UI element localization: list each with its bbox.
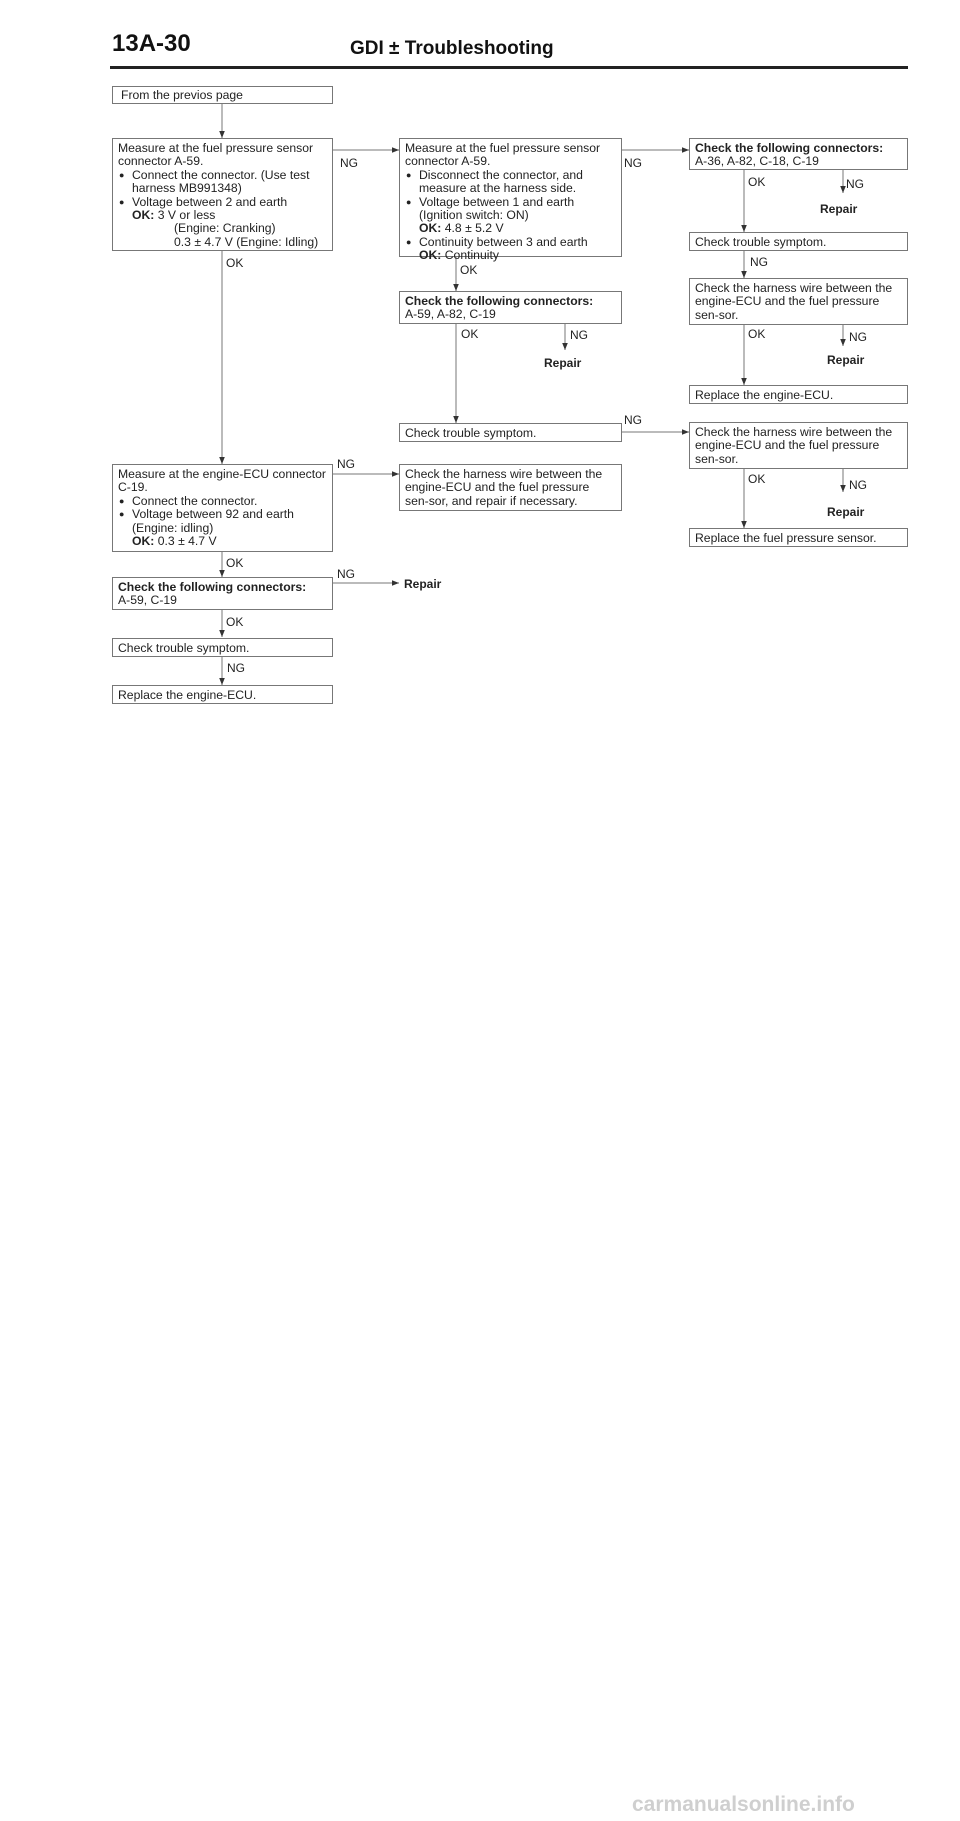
ng-label-col2-trouble: NG (624, 413, 642, 427)
ok-label-col1-conn: OK (226, 615, 244, 629)
col1-trouble-symptom-box: Check trouble symptom. (112, 638, 333, 657)
ok-label-col1-ecu: OK (226, 556, 244, 570)
ok-label-col2: OK (460, 263, 478, 277)
watermark: carmanualsonline.info (632, 1793, 855, 1816)
repair-col3-harness: Repair (827, 353, 865, 367)
ng-label-col3-trouble: NG (750, 255, 768, 269)
col1-replace-ecu-box: Replace the engine-ECU. (112, 685, 333, 704)
ng-label-col3-harness2: NG (849, 478, 867, 492)
col1-connectors-box: Check the following connectors: A-59, C-19 (112, 577, 333, 610)
col2-measure-sensor-box: Measure at the fuel pressure sensor connector A-59. ● Disconnect the connector, and measure at the harness side. ● Voltage between 1 and earth (Ignition switch: ON) OK: 4.8 ± 5.2 V ● Continuity between 3 and earth OK: Continuity (399, 138, 622, 257)
col3-connectors-box: Check the following connectors: A-36, A-82, C-18, C-19 (689, 138, 908, 170)
col3-replace-sensor-box: Replace the fuel pressure sensor. (689, 528, 908, 547)
ok-label-col3-harness: OK (748, 327, 766, 341)
col3-trouble-symptom-box: Check trouble symptom. (689, 232, 908, 251)
ok-label-col3-conn: OK (748, 175, 766, 189)
col1-measure-sensor-box: Measure at the fuel pressure sensor connector A-59. ● Connect the connector. (Use test harness MB991348) ● Voltage between 2 and earth OK: 3 V or less (Engine: Cranking) 0.3 ± 4.7 V (Engine: Idling) (112, 138, 333, 251)
ok-label-col3-harness2: OK (748, 472, 766, 486)
ng-label-col2-conn: NG (570, 328, 588, 342)
ng-label-col3-harness: NG (849, 330, 867, 344)
col2-connectors-box: Check the following connectors: A-59, A-82, C-19 (399, 291, 622, 324)
ng-label-col1-trouble: NG (227, 661, 245, 675)
repair-col2-conn: Repair (544, 356, 582, 370)
ng-label-col1-conn: NG (337, 567, 355, 581)
page-title: GDI ± Troubleshooting (350, 38, 554, 59)
col3-harness-check-box-2: Check the harness wire between the engine-ECU and the fuel pressure sen-sor. (689, 422, 908, 469)
col1-measure-ecu-box: Measure at the engine-ECU connector C-19. ● Connect the connector. ● Voltage between 92 and earth (Engine: idling) OK: 0.3 ± 4.7 V (112, 464, 333, 552)
col2-harness-repair-box: Check the harness wire between the engine-ECU and the fuel pressure sen-sor, and repair if necessary. (399, 464, 622, 511)
ng-label-col1: NG (340, 156, 358, 170)
ok-label-col1: OK (226, 256, 244, 270)
ng-label-col2: NG (624, 156, 642, 170)
col3-harness-check-box: Check the harness wire between the engine-ECU and the fuel pressure sen-sor. (689, 278, 908, 325)
page-number: 13A-30 (112, 30, 191, 57)
ok-label-col2-conn: OK (461, 327, 479, 341)
repair-col1-conn: Repair (404, 577, 442, 591)
col2-trouble-symptom-box: Check trouble symptom. (399, 423, 622, 442)
repair-col3-harness2: Repair (827, 505, 865, 519)
from-previous-page-box: From the previos page (112, 86, 333, 104)
col3-replace-ecu-box: Replace the engine-ECU. (689, 385, 908, 404)
repair-col3-conn: Repair (820, 202, 858, 216)
ng-label-col3-conn: NG (846, 177, 864, 191)
ng-label-col1-ecu: NG (337, 457, 355, 471)
